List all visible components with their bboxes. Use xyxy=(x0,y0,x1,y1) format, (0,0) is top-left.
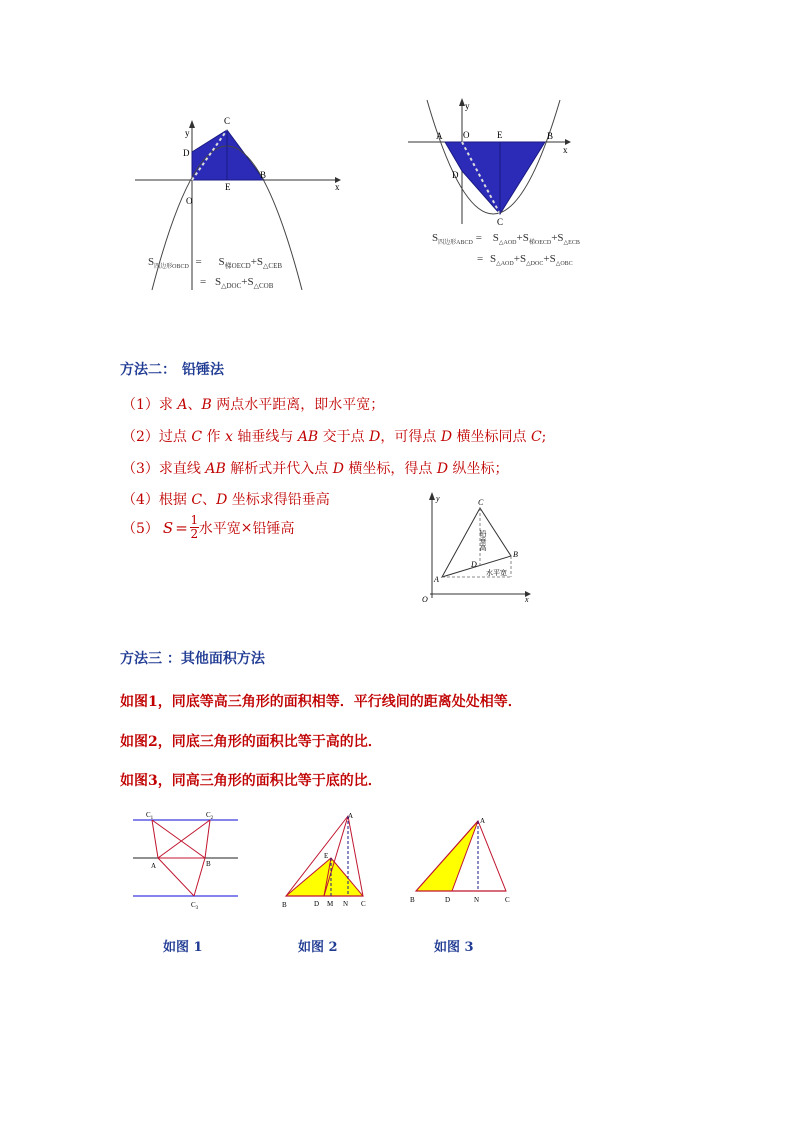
label-e: E xyxy=(497,130,503,140)
caption-fig3: 如图 3 xyxy=(434,940,474,955)
y-axis-arrow xyxy=(429,492,435,500)
rule-1: 如图1，同底等高三角形的面积相等．平行线间的距离处处相等． xyxy=(120,694,522,710)
label-c2: $C_2$ xyxy=(206,811,214,821)
label-a: A xyxy=(480,817,486,825)
label-a: A xyxy=(436,131,443,141)
rule-3: 如图3，同高三角形的面积比等于底的比． xyxy=(120,773,382,789)
label-m: M xyxy=(327,900,334,908)
label-b: B xyxy=(410,896,415,904)
label-c1: $C_1$ xyxy=(146,811,154,821)
label-c3: $C_3$ xyxy=(191,901,199,911)
label-c: C xyxy=(224,116,231,126)
figure-2 xyxy=(278,808,378,913)
label-a: A xyxy=(348,812,354,820)
label-b: B xyxy=(260,170,267,180)
figure-1 xyxy=(128,808,243,913)
quadrilateral-abcd xyxy=(445,142,545,214)
label-x: x xyxy=(525,595,529,604)
y-axis-arrow xyxy=(189,120,195,128)
figure-3 xyxy=(408,808,523,913)
formula-left-line1: $S_{四边形OBCD} = S_{梯OECD}+S_{\triangle CEB}$ xyxy=(148,256,283,271)
triangles xyxy=(152,820,210,896)
label-d: D xyxy=(314,900,320,908)
label-c: C xyxy=(505,896,510,904)
label-d: D xyxy=(183,148,190,158)
label-d: D xyxy=(445,896,451,904)
label-b: B xyxy=(206,860,211,868)
label-n: N xyxy=(474,896,480,904)
formula-right-line2: = $S_{\triangle AOD}+S_{\triangle DOC}+S_{\triangle OBC}$ xyxy=(477,253,573,268)
label-a: A xyxy=(151,862,157,870)
method3-heading: 方法三 ：其他面积方法 xyxy=(120,651,265,667)
label-b: B xyxy=(282,901,287,909)
formula-left-line2: = $S_{\triangle DOC}+S_{\triangle COB}$ xyxy=(200,276,274,291)
label-e: E xyxy=(324,852,329,860)
figure-plumb-line xyxy=(410,490,535,605)
triangle-ebc xyxy=(286,858,363,896)
method2-step5: （5） S = 1 2 水平宽 × 铅锤高 xyxy=(122,513,295,541)
label-y: y xyxy=(436,494,440,503)
label-y: y xyxy=(465,101,470,111)
label-x: x xyxy=(563,145,568,155)
caption-fig1: 如图 1 xyxy=(163,940,203,955)
label-c: C xyxy=(497,217,504,227)
fraction-one-half: 1 2 xyxy=(190,513,199,541)
quadrilateral-obcd xyxy=(192,130,267,180)
label-y: y xyxy=(185,128,190,138)
label-c: C xyxy=(478,498,484,507)
label-horizontal-width: 水平宽 xyxy=(486,569,507,577)
method2-step3: （3）求直线 AB 解析式并代入点 D 横坐标，得点 D 纵坐标； xyxy=(122,461,509,477)
label-e: E xyxy=(225,182,231,192)
label-o: O xyxy=(186,196,193,206)
method2-step1: （1）求 A、B 两点水平距离，即水平宽； xyxy=(122,397,385,413)
label-n: N xyxy=(343,900,349,908)
label-a: A xyxy=(434,575,439,584)
rule-2: 如图2，同底三角形的面积比等于高的比． xyxy=(120,734,382,750)
label-o: O xyxy=(463,130,470,140)
label-b: B xyxy=(513,550,518,559)
caption-fig2: 如图 2 xyxy=(298,940,338,955)
method2-heading: 方法二： 铅锤法 xyxy=(120,362,224,378)
method2-step2: （2）过点 C 作 x 轴垂线与 AB 交于点 D，可得点 D 横坐标同点 C; xyxy=(122,429,547,445)
label-x: x xyxy=(335,182,340,192)
formula-right-line1: $S_{四边形ABCD} = S_{\triangle AOD}+S_{梯OECD}+S_{\triangle ECB}$ xyxy=(432,232,580,247)
label-o: O xyxy=(422,595,428,604)
label-vertical-height: 铅垂高 xyxy=(479,530,487,551)
label-c: C xyxy=(361,900,366,908)
label-b: B xyxy=(547,131,554,141)
figure-top-right xyxy=(405,98,590,233)
label-d: D xyxy=(471,560,477,569)
label-d: D xyxy=(452,170,459,180)
method2-step4: （4）根据 C、D 坐标求得铅垂高 xyxy=(122,492,330,508)
